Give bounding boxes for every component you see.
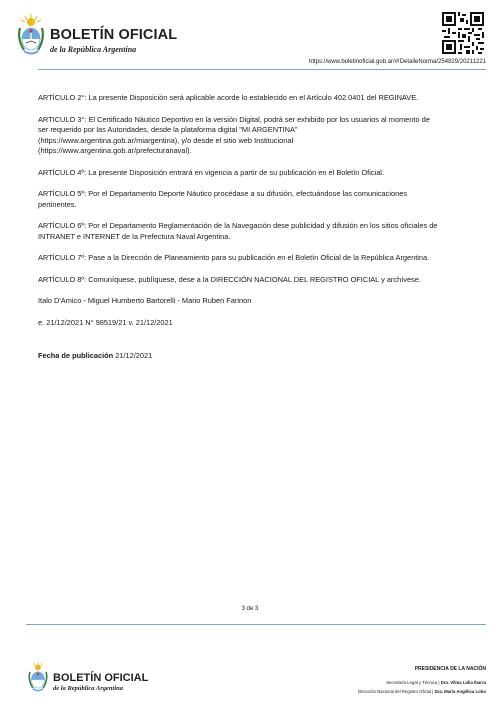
publication-date-label: Fecha de publicación <box>38 351 114 360</box>
brand <box>50 28 177 55</box>
page-number: 3 de 3 <box>241 606 259 612</box>
credit-person: Dra. Vilma Lidia Ibarra <box>440 680 486 685</box>
footer-credits <box>358 666 486 696</box>
article-8: ARTÍCULO 8º: Comuníquese, publíquese, dese a la DIRECCIÓN NACIONAL DEL REGISTRO OFICIAL y archívese. <box>38 274 421 284</box>
national-seal-icon <box>27 660 49 694</box>
brand-subtitle: de la República Argentina <box>50 45 137 54</box>
credit-person: Dra. María Angélica Lobo <box>434 689 486 694</box>
footer-brand-text <box>53 672 148 693</box>
document-url[interactable]: https://www.boletinoficial.gob.ar/#!DetalleNorma/254829/20211221 <box>309 59 486 65</box>
publication-date-value: 21/12/2021 <box>115 351 153 360</box>
document-body <box>38 93 438 373</box>
article-7: ARTÍCULO 7º: Pase a la Dirección de Planeamiento para su publicación en el Boletín Oficial de la República Argentina. <box>38 253 430 262</box>
article-5: ARTÍCULO 5º: Por el Departamento Deporte Náutico procédase a su difusión, efectuándose las comunicaciones pertinentes. <box>38 189 408 209</box>
article-4: ARTÍCULO 4º: La presente Disposición entrará en vigencia a partir de su publicación en el Boletín Oficial. <box>38 167 384 177</box>
credit-line-registry: Dirección Nacional del Registro Oficial | Dra. María Angélica Lobo <box>357 689 486 694</box>
credit-org: Secretaría Legal y Técnica <box>386 680 438 685</box>
qr-code-icon[interactable] <box>442 12 484 54</box>
brand-title: BOLETÍN OFICIAL <box>50 27 178 43</box>
footer-divider <box>26 624 486 625</box>
publication-date <box>38 351 438 362</box>
article-6: ARTÍCULO 6º: Por el Departamento Reglamentación de la Navegación dese publicidad y difusión en los sitios oficiales de INTRANET e INTERNET de la Prefectura Naval Argentina. <box>38 221 438 241</box>
credit-line-legal: Secretaría Legal y Técnica | Dra. Vilma Lidia Ibarra <box>386 680 486 685</box>
article-3: ARTICULO 3°: El Certificado Náutico Deportivo en la versión Digital, podrá ser exhibido por los usuarios al momento de ser requerido por las Autoridades, desde la plataforma digital "MI ARGENTINA" (https://www.argentina.gob.ar/miargentina), y/o desde el sitio web Institucional (https://www.argentina.gob.ar/prefecturanaval). <box>38 114 430 155</box>
edition-reference: e. 21/12/2021 N° 98519/21 v. 21/12/2021 <box>38 317 173 327</box>
article-2: ARTÍCULO 2°: La presente Disposición será aplicable acorde lo establecido en el Artículo 402.0401 del REGINAVE. <box>38 93 419 102</box>
signatories: Italo D'Amico - Miguel Humberto Bartorelli - Mario Ruben Farinon <box>38 296 252 305</box>
footer-brand-subtitle: de la República Argentina <box>53 685 123 692</box>
national-seal-icon <box>16 12 46 58</box>
header-divider <box>38 69 486 70</box>
presidency-label: PRESIDENCIA DE LA NACIÓN <box>414 666 486 672</box>
footer-brand-title: BOLETÍN OFICIAL <box>53 672 149 684</box>
credit-org: Dirección Nacional del Registro Oficial <box>357 689 432 694</box>
